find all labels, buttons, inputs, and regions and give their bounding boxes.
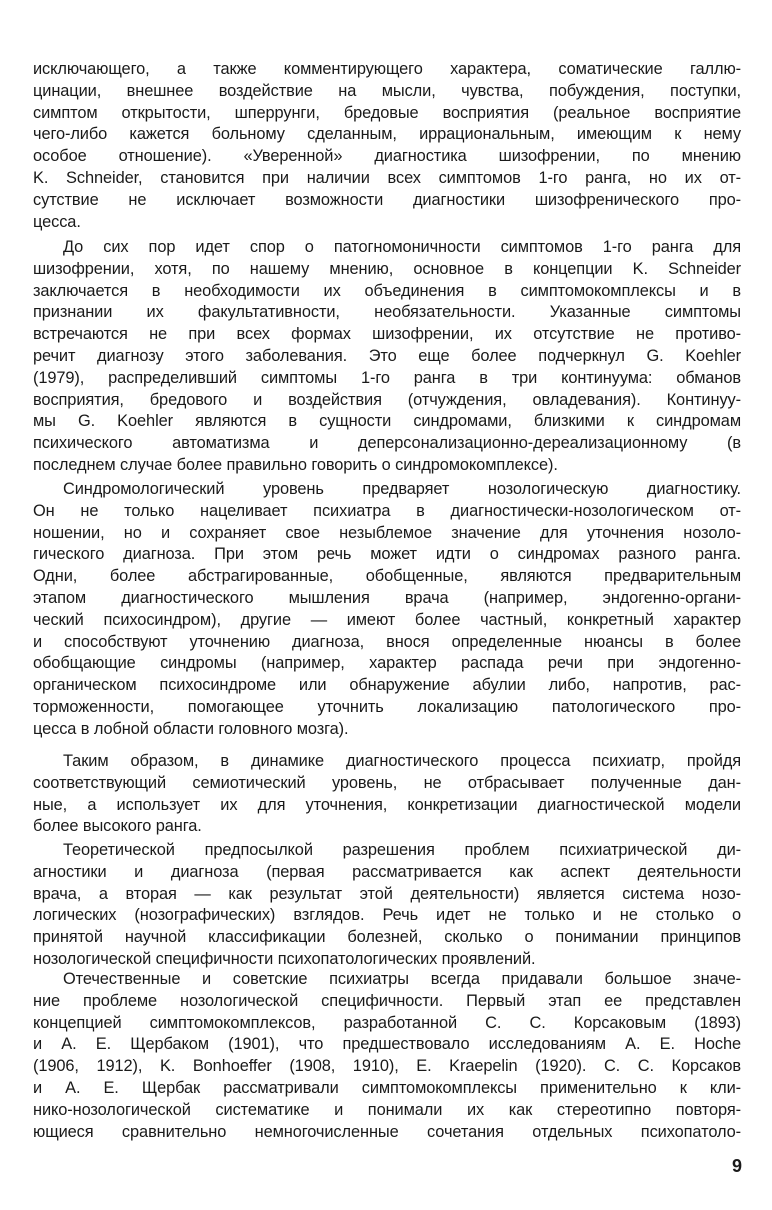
text-line: Теоретической предпосылкой разрешения проблем психиатрической ди- (63, 841, 741, 859)
text-line: исключающего, а также комментирующего характера, соматические галлю- (33, 60, 741, 78)
text-line: ние проблеме нозологической специфичности. Первый этап ее представлен (33, 991, 741, 1010)
text-line: встречаются не при всех формах шизофрении, их отсутствие не противо- (33, 325, 741, 344)
text-line: Одни, более абстрагированные, обобщенные, являются предварительным (33, 567, 741, 586)
text-line: и А. Е. Щербаком (1901), что предшествовало исследованиям A. E. Hoche (33, 1035, 741, 1054)
text-line: и А. Е. Щербак рассматривали симптомокомплексы применительно к кли- (33, 1078, 741, 1097)
text-line: ные, а использует их для уточнения, конкретизации диагностической модели (33, 795, 741, 814)
text-line: обобщающие синдромы (например, характер распада речи при эндогенно- (33, 654, 741, 673)
text-line: мы G. Koehler являются в сущности синдромами, близкими к синдромам (33, 412, 741, 431)
text-line: гического диагноза. При этом речь может идти о синдромах разного ранга. (33, 545, 741, 564)
text-line: агностики и диагноза (первая рассматривается как аспект деятельности (33, 862, 741, 881)
text-line: Таким образом, в динамике диагностического процесса психиатр, пройдя (63, 752, 741, 770)
text-line: ческий психосиндром), другие — имеют более частный, конкретный характер (33, 610, 741, 629)
text-line: и способствуют уточнению диагноза, внося определенные нюансы в более (33, 632, 741, 651)
paragraph-6 (33, 969, 741, 1143)
text-line: логических (нозографических) взглядов. Речь идет не только и не столько о (33, 906, 741, 925)
text-line: (1906, 1912), K. Bonhoeffer (1908, 1910), E. Kraepelin (1920). С. С. Корсаков (33, 1057, 741, 1076)
text-line: шизофрении, хотя, по нашему мнению, основное в концепции K. Schneider (33, 259, 741, 278)
paragraph-4 (33, 751, 741, 838)
text-line: более высокого ранга. (33, 817, 202, 836)
text-line: Синдромологический уровень предваряет нозологическую диагностику. (63, 480, 741, 498)
text-line: (1979), распределивший симптомы 1-го ранга в три континуума: обманов (33, 368, 741, 387)
text-line: принятой научной классификации болезней, сколько о понимании принципов (33, 928, 741, 947)
text-line: цесса в лобной области головного мозга). (33, 719, 349, 738)
text-line: заключается в необходимости их объединения в симптомокомплексы и в (33, 281, 741, 300)
text-line: чего-либо кажется больному сделанным, иррациональным, имеющим к нему (33, 125, 741, 144)
text-line: K. Schneider, становится при наличии всех симптомов 1-го ранга, но их от- (33, 168, 741, 187)
text-line: восприятия, бредового и воздействия (отчуждения, овладевания). Континуу- (33, 390, 741, 409)
text-line: ношении, но и сохраняет свое незыблемое значение для уточнения нозоло- (33, 523, 741, 542)
text-line: особое отношение). «Уверенной» диагностика шизофрении, по мнению (33, 147, 741, 166)
text-line: ющиеся сравнительно немногочисленные сочетания отдельных психопатоло- (33, 1122, 741, 1141)
text-line: симптом открытости, шперрунги, бредовые восприятия (реальное восприятие (33, 103, 741, 122)
text-line: концепцией симптомокомплексов, разработанной С. С. Корсаковым (1893) (33, 1013, 741, 1032)
text-line: речит диагнозу этого заболевания. Это еще более подчеркнул G. Koehler (33, 346, 741, 365)
text-line: Он не только нацеливает психиатра в диагностически-нозологическом от- (33, 501, 741, 520)
paragraph-3 (33, 479, 741, 741)
text-line: До сих пор идет спор о патогномоничности симптомов 1-го ранга для (63, 238, 741, 256)
text-line: этапом диагностического мышления врача (например, эндогенно-органи- (33, 588, 741, 607)
text-line: нозологической специфичности психопатологических проявлений. (33, 949, 536, 968)
text-line: торможенности, помогающее уточнить локализацию патологического про- (33, 697, 741, 716)
text-line: цесса. (33, 212, 81, 231)
text-line: органическом психосиндроме или обнаружение абулии либо, напротив, рас- (33, 676, 741, 695)
page-number: 9 (731, 1156, 742, 1176)
text-line: психического автоматизма и деперсонализационно-дереализационному (в (33, 434, 741, 453)
paragraph-1 (33, 59, 741, 233)
text-line: Отечественные и советские психиатры всегда придавали большое значе- (63, 970, 741, 988)
paragraph-5 (33, 840, 741, 971)
paragraph-2 (33, 237, 741, 477)
text-line: цинации, внешнее воздействие на мысли, чувства, побуждения, поступки, (33, 81, 741, 100)
text-line: врача, а вторая — как результат этой деятельности) является система нозо- (33, 884, 741, 903)
text-line: сутствие не исключает возможности диагностики шизофренического про- (33, 190, 741, 209)
text-line: признании их факультативности, необязательности. Указанные симптомы (33, 303, 741, 322)
text-line: последнем случае более правильно говорить о синдромокомплексе). (33, 455, 558, 474)
text-line: нико-нозологической систематике и понимали их как стереотипно повторя- (33, 1100, 741, 1119)
text-line: соответствующий семиотический уровень, не отбрасывает полученные дан- (33, 773, 741, 792)
